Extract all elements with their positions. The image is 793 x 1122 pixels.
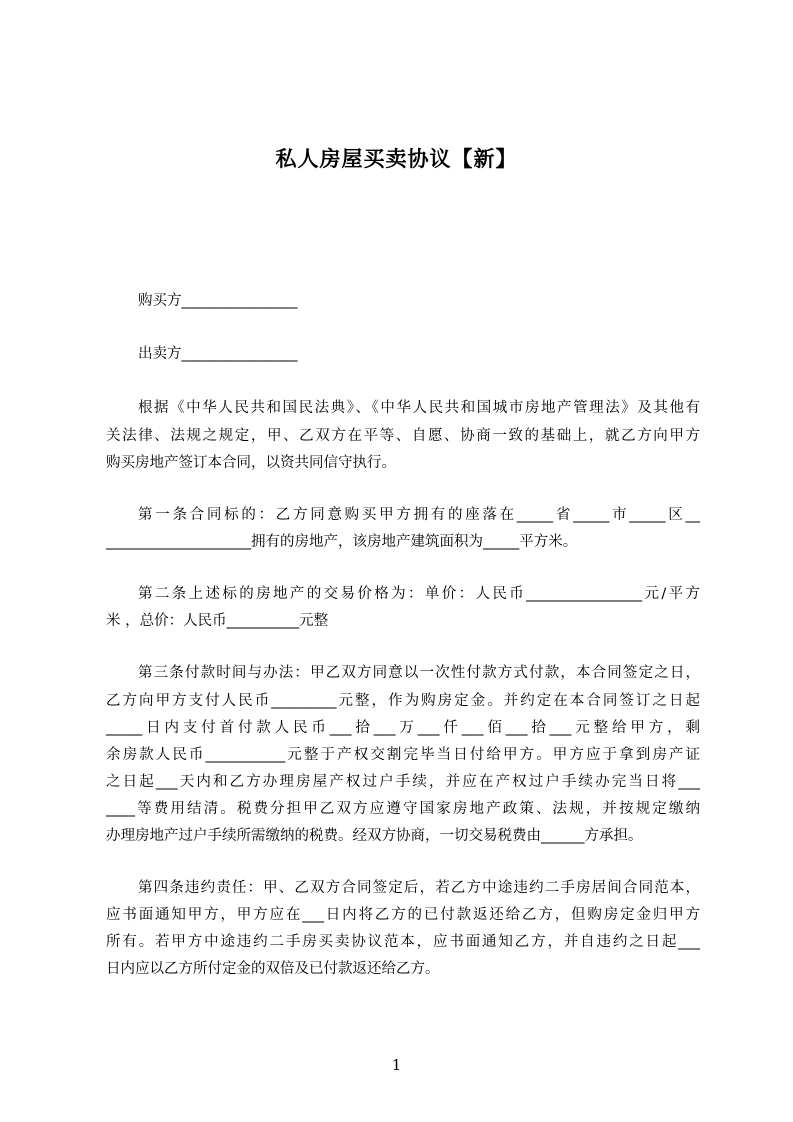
paragraph-line: 办理房地产过户手续所需缴纳的税费。经双方协商，一切交易税费由______方承担。 [106,828,643,844]
seller-line: 出卖方________________ [138,346,298,362]
paragraph-line: 第二条上述标的房地产的交易价格为：单价：人民币________________元/平方 [138,586,700,602]
paragraph-line: 关法律、法规之规定，甲、乙双方在平等、自愿、协商一致的基础上，就乙方向甲方 [106,428,700,444]
paragraph-line: 乙方向甲方支付人民币_________元整，作为购房定金。并约定在本合同签订之日起 [106,693,700,709]
page-number: 1 [391,1056,402,1074]
paragraph-line: 所有。若甲方中途违约二手房买卖协议范本，应书面通知乙方，并自违约之日起___ [106,934,700,950]
paragraph-line: 余房款人民币___________元整于产权交割完毕当日付给甲方。甲方应于拿到房产证 [106,747,700,763]
paragraph-line: 第三条付款时间与办法：甲乙双方同意以一次性付款方式付款，本合同签定之日， [138,665,700,681]
paragraph-line: 第一条合同标的：乙方同意购买甲方拥有的座落在_____省_____市_____区__ [138,507,700,523]
paragraph-line: 应书面通知甲方，甲方应在___日内将乙方的已付款返还给乙方，但购房定金归甲方 [106,907,700,923]
paragraph-line: ____等费用结清。税费分担甲乙双方应遵守国家房地产政策、法规，并按规定缴纳 [106,801,700,817]
paragraph-line: 根据《中华人民共和国民法典》、《中华人民共和国城市房地产管理法》及其他有 [138,400,700,416]
buyer-line: 购买方________________ [138,293,298,309]
paragraph-line: 之日起___天内和乙方办理房屋产权过户手续，并应在产权过户手续办完当日将___ [106,774,700,790]
paragraph-line: _____日内支付首付款人民币___拾___万___仟___佰___拾___元整给甲方，剩 [106,720,700,736]
paragraph-line: 购买房地产签订本合同，以资共同信守执行。 [106,455,396,471]
paragraph-line: 第四条违约责任：甲、乙双方合同签定后，若乙方中途违约二手房居间合同范本， [138,880,700,896]
paragraph-line: 日内应以乙方所付定金的双倍及已付款返还给乙方。 [106,961,440,977]
paragraph-line: 米 ，总价：人民币__________元整 [106,613,329,629]
paragraph-line: ____________________拥有的房地产，该房地产建筑面积为_____平方米。 [106,534,578,550]
document-title: 私人房屋买卖协议【新】 [275,147,518,171]
